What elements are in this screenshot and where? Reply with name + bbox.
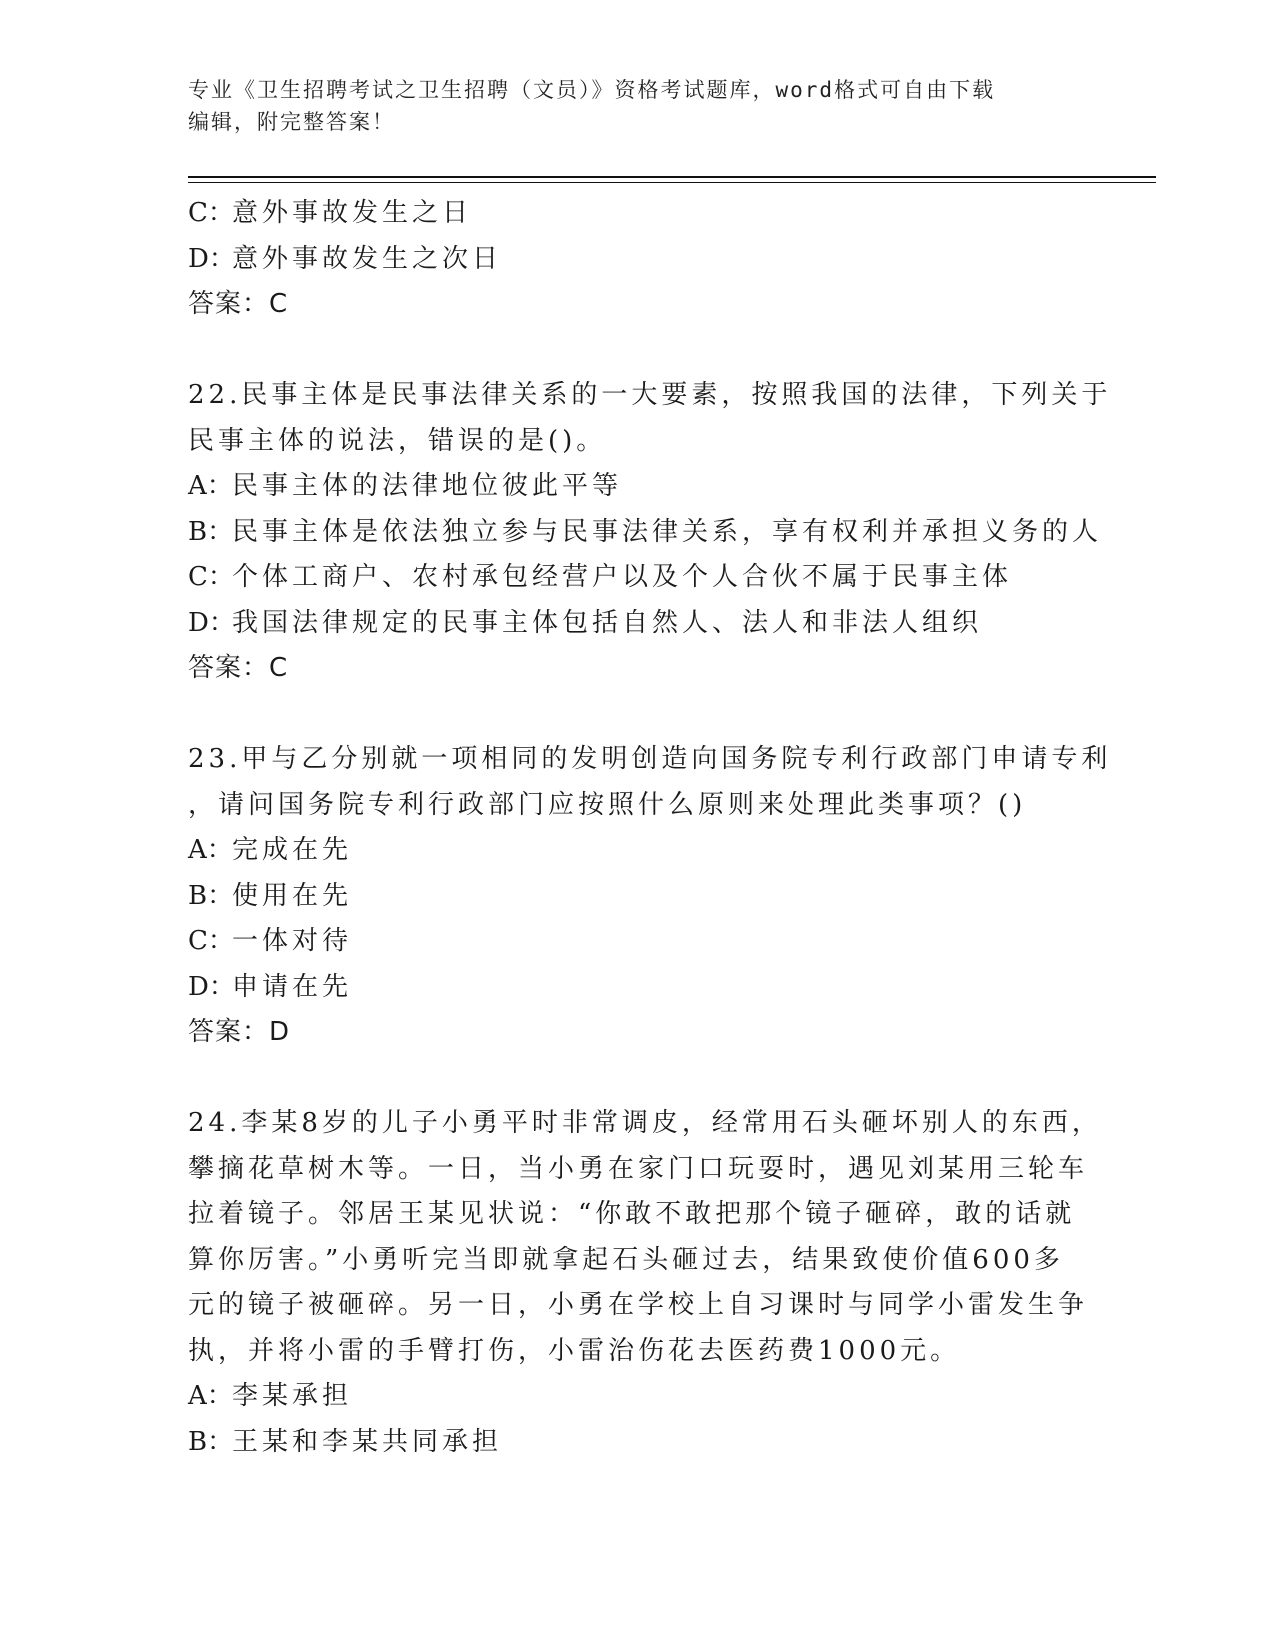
option-text: 申请在先 [232,971,353,1002]
header-line-2: 编辑，附完整答案！ [188,110,395,134]
question-stem-line: 算你厉害。”小勇听完当即就拿起石头砸过去，结果致使价值600多 [188,1244,1064,1275]
question-stem-line: 拉着镜子。邻居王某见状说：“你敢不敢把那个镜子砸碎，敢的话就 [188,1199,1076,1229]
option-b [188,874,1088,920]
option-text: 意外事故发生之日 [232,198,473,228]
header-line-1: 专业《卫生招聘考试之卫生招聘（文员）》资格考试题库，word格式可自由下载 [188,78,996,102]
header-rule-thick [188,176,1156,178]
option-c [188,919,1088,965]
spacer [188,328,1088,374]
option-text: 王某和李某共同承担 [232,1426,503,1457]
answer-line: 答案：C [188,653,289,683]
question-stem-line: 23.甲与乙分别就一项相同的发明创造向国务院专利行政部门申请专利 [188,744,1112,774]
option-text: 意外事故发生之次日 [232,243,503,274]
option-key: C： [188,562,234,592]
option-key: C： [188,198,234,228]
header-rule-thin [188,182,1156,183]
option-a [188,828,1088,874]
option-text: 我国法律规定的民事主体包括自然人、法人和非法人组织 [232,607,983,638]
option-key: A： [188,1381,233,1411]
option-text: 使用在先 [232,880,353,911]
option-key: A： [188,471,233,501]
question-23 [188,737,1112,1056]
option-key: B： [188,516,234,547]
option-key: A： [188,835,233,865]
option-d [188,237,1088,283]
question-list [188,191,1112,1465]
option-key: B： [188,1426,234,1457]
question-22 [188,373,1112,692]
spacer [188,1056,1088,1102]
option-text: 一体对待 [232,926,353,956]
question-24 [188,1101,1102,1465]
option-d [188,965,1088,1011]
option-key: B： [188,880,234,911]
option-a [188,464,1088,510]
option-key: D： [188,243,235,274]
option-text: 个体工商户、农村承包经营户以及个人合伙不属于民事主体 [232,562,1013,592]
option-text: 民事主体的法律地位彼此平等 [232,471,623,501]
question-stem-line: 24.李某8岁的儿子小勇平时非常调皮，经常用石头砸坏别人的东西， [188,1108,1102,1138]
question-stem-line: ，请问国务院专利行政部门应按照什么原则来处理此类事项？() [188,789,1027,820]
option-c [188,555,1088,601]
option-key: C： [188,926,234,956]
document-header [188,74,1088,138]
option-a [188,1374,1088,1420]
option-b [188,510,1103,556]
question-21 [188,191,1088,328]
option-key: D： [188,607,235,638]
option-b [188,1420,1088,1466]
option-text: 民事主体是依法独立参与民事法律关系，享有权利并承担义务的人 [232,516,1103,547]
spacer [188,692,1088,738]
option-c [188,191,1088,237]
option-d [188,601,1088,647]
question-stem-line: 22.民事主体是民事法律关系的一大要素，按照我国的法律，下列关于 [188,380,1112,410]
question-stem-line: 攀摘花草树木等。一日，当小勇在家门口玩耍时，遇见刘某用三轮车 [188,1153,1089,1184]
answer-line: 答案：D [188,1017,291,1047]
option-text: 完成在先 [232,835,353,865]
answer-line: 答案：C [188,289,289,319]
option-key: D： [188,971,235,1002]
option-text: 李某承担 [232,1381,353,1411]
question-stem-line: 元的镜子被砸碎。另一日，小勇在学校上自习课时与同学小雷发生争 [188,1290,1089,1320]
question-stem-line: 执，并将小雷的手臂打伤，小雷治伤花去医药费1000元。 [188,1335,961,1366]
question-stem-line: 民事主体的说法，错误的是()。 [188,425,607,456]
